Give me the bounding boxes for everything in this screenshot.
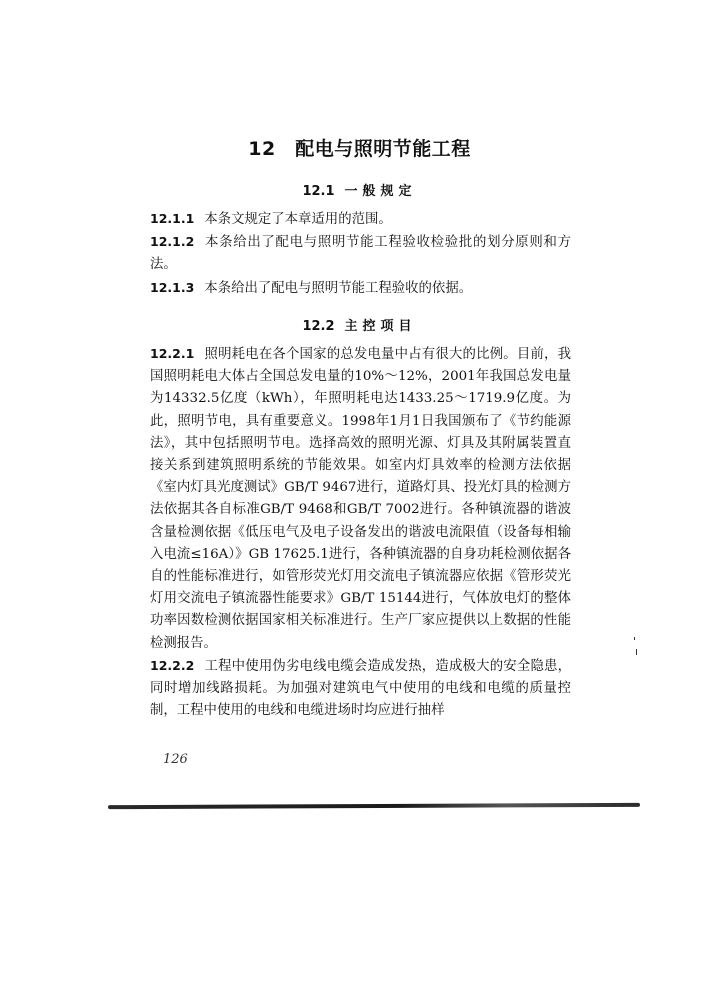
clause-text: 照明耗电在各个国家的总发电量中占有很大的比例。目前，我国照明耗电大体占全国总发电量的10%～12%，2001年我国总发电量为14332.5亿度（kWh），年照明耗电达1433.25～1719.9亿度。为此，照明节电，具有重要意义。1998年1月1日我国颁布了《节约能源法》，其中包括照明节电。选择高效的照明光源、灯具及其附属装置直接关系到建筑照明系统的节能效果。如室内灯具效率的检测方法依据《室内灯具光度测试》GB/T 9467进行，道路灯具、投光灯具的检测方法依据其各自标准GB/T 9468和GB/T 7002进行。各种镇流器的谐波含量检测依据《低压电气及电子设备发出的谐波电流限值（设备每相输入电流≤16A）》GB 17625.1进行，各种镇流器的自身功耗检测依据各自的性能标准进行，如管形荧光灯用交流电子镇流器应依据《管形荧光灯用交流电子镇流器性能要求》GB/T 15144进行，气体放电灯的整体功率因数检测依据国家相关标准进行。生产厂家应提供以上数据的性能检测报告。 <box>150 347 571 651</box>
clause-number: 12.1.2 <box>150 234 195 250</box>
section-1-body <box>150 208 571 300</box>
clause-paragraph <box>150 655 571 723</box>
scan-speck <box>636 649 637 655</box>
section-heading-12-2 <box>0 315 719 334</box>
clause-paragraph <box>150 231 571 276</box>
section-2-body <box>150 343 571 722</box>
clause-number: 12.2.1 <box>150 346 195 361</box>
scan-speck <box>634 637 635 640</box>
clause-number: 12.1.3 <box>150 279 195 295</box>
page-number: 126 <box>163 752 188 767</box>
section-label: 一般规定 <box>344 184 417 199</box>
section-heading-12-1 <box>0 180 719 199</box>
clause-paragraph <box>150 277 571 300</box>
clause-paragraph <box>150 208 571 231</box>
section-label: 主控项目 <box>344 319 417 334</box>
clause-text: 本条文规定了本章适用的范围。 <box>204 212 392 227</box>
clause-number: 12.1.1 <box>150 211 195 226</box>
section-number: 12.2 <box>302 319 335 334</box>
clause-text: 本条给出了配电与照明节能工程验收检验批的划分原则和方法。 <box>150 235 571 273</box>
clause-number: 12.2.2 <box>150 657 195 673</box>
clause-paragraph <box>150 343 571 655</box>
bottom-divider-line <box>108 803 640 809</box>
clause-text: 工程中使用伪劣电线电缆会造成发热，造成极大的安全隐患，同时增加线路损耗。为加强对建筑电气中使用的电线和电缆的质量控制，工程中使用的电线和电缆进场时均应进行抽样 <box>150 658 571 719</box>
section-number: 12.1 <box>302 184 335 199</box>
clause-text: 本条给出了配电与照明节能工程验收的依据。 <box>204 280 473 296</box>
chapter-title: 12 配电与照明节能工程 <box>248 138 471 160</box>
